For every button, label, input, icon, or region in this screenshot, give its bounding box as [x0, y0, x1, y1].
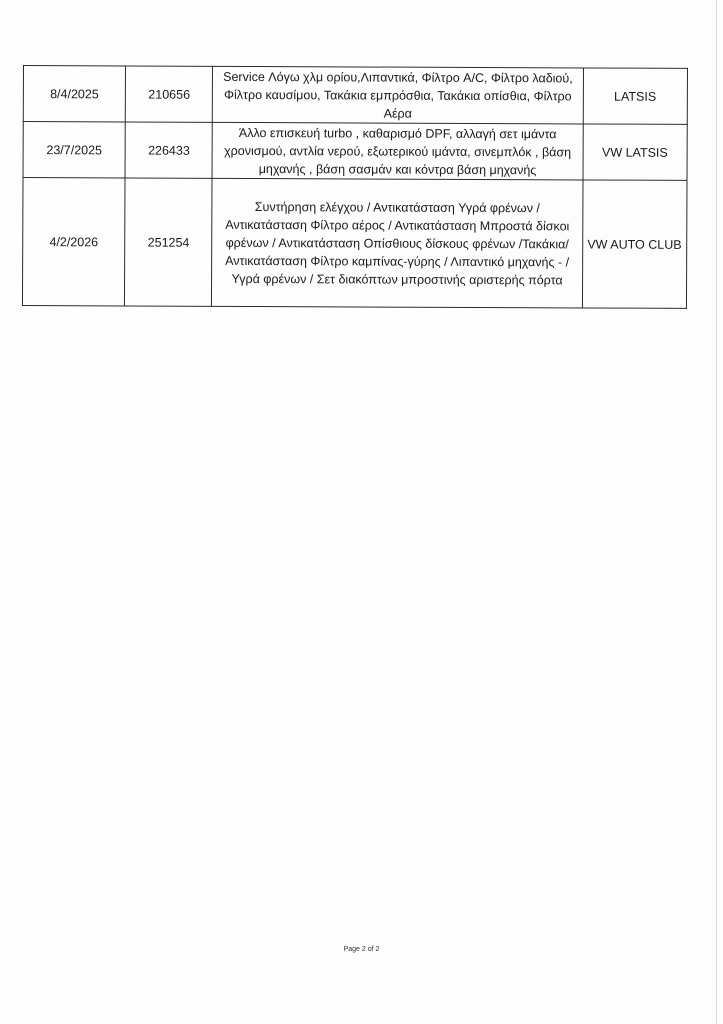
dealer-cell: LATSIS: [583, 68, 688, 124]
mileage-cell: 251254: [125, 178, 213, 306]
description-cell: Service Λόγω χλμ ορίου,Λιπαντικά, Φίλτρο A/C, Φίλτρο λαδιού, Φίλτρο καυσίμου, Τακάκια εμπρόσθια, Τακάκια οπίσθια, Φίλτρο Αέρα: [213, 66, 583, 124]
table-row: [23, 122, 687, 181]
description-cell: Συντήρηση ελέγχου / Αντικατάσταση Υγρά φρένων / Αντικατάσταση Φίλτρο αέρος / Αντικατάσταση Μπροστά δίσκοι φρένων / Αντικατάσταση Οπίσθιους δίσκους φρένων /Τακάκια/ Αντικατάσταση Φίλτρο καμπίνας-γύρης / Λιπαντικό μηχανής - / Υγρά φρένων / Σετ διακόπτων μπροστινής αριστερής πόρτα: [212, 178, 583, 308]
date-cell: 4/2/2026: [22, 178, 125, 306]
date-cell: 23/7/2025: [23, 122, 125, 178]
table-row: [22, 178, 687, 309]
date-cell: 8/4/2025: [23, 66, 125, 122]
mileage-cell: 210656: [125, 66, 212, 122]
page-number: Page 2 of 2: [343, 946, 380, 953]
dealer-cell: VW AUTO CLUB: [582, 180, 687, 308]
table-row: [23, 66, 687, 125]
mileage-cell: 226433: [125, 122, 212, 178]
scan-edge-line: [716, 0, 717, 1024]
description-cell: Άλλο επισκευή turbo , καθαρισμό DPF, αλλαγή σετ ιμάντα χρονισμού, αντλία νερού, εξωτερικού ιμάντα, σινεμπλόκ , βάση μηχανής , βάση σασμάν και κόντρα βάση μηχανής: [212, 122, 582, 180]
service-history-table: [22, 65, 688, 309]
dealer-cell: VW LATSIS: [583, 124, 688, 180]
